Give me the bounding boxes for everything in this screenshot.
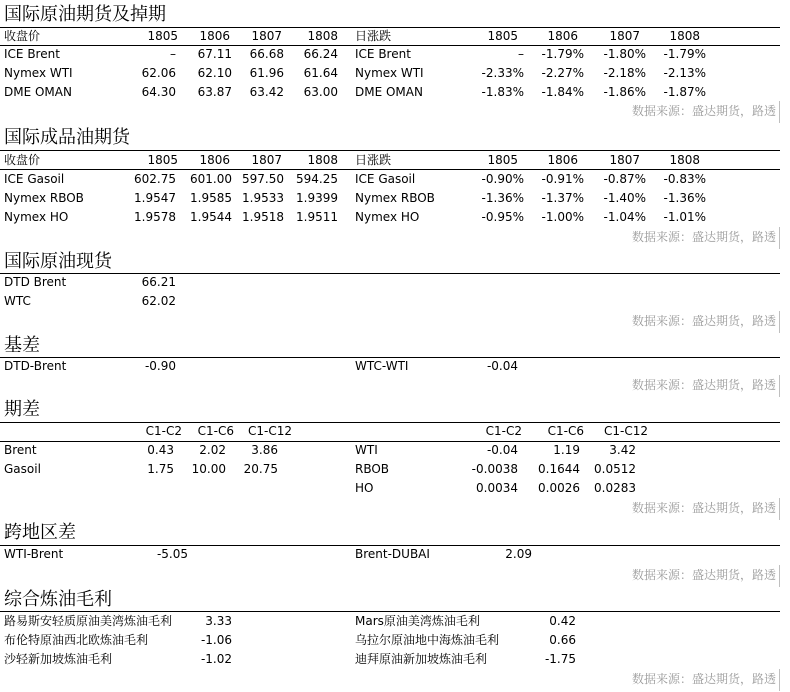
row-label: 乌拉尔原油地中海炼油毛利 [355, 633, 500, 647]
table-header [0, 422, 780, 441]
cell-value: 0.0512 [594, 462, 636, 476]
cell-value: 0.0283 [594, 481, 636, 495]
cell-value: 602.75 [134, 172, 176, 186]
source-note: 数据来源：盛达期货，路透 [631, 568, 776, 582]
header-cell: 1807 [251, 29, 282, 43]
header-cell: 1807 [609, 153, 640, 167]
table-row [0, 189, 780, 208]
section-title-basis: 基差 [4, 335, 40, 356]
cell-value: 62.06 [141, 66, 176, 80]
header-cell: C1-C6 [547, 424, 584, 438]
cell-value: 66.68 [249, 47, 284, 61]
row-label: DTD-Brent [4, 359, 67, 373]
divider [779, 498, 780, 520]
row-label: ICE Gasoil [355, 172, 416, 186]
table-header [0, 27, 780, 46]
cell-value: -1.75 [544, 652, 576, 666]
cell-value: -1.06 [200, 633, 232, 647]
row-label: Nymex WTI [4, 66, 73, 80]
cell-value: -1.36% [663, 191, 706, 205]
source-note: 数据来源：盛达期货，路透 [631, 314, 776, 328]
cell-value: -2.18% [603, 66, 646, 80]
divider [779, 565, 780, 587]
header-cell: C1-C2 [485, 424, 522, 438]
cell-value: 1.19 [553, 443, 580, 457]
cell-value: -0.90 [144, 359, 176, 373]
cell-value: 66.24 [303, 47, 338, 61]
cell-value: 1.9399 [296, 191, 338, 205]
header-cell: 1805 [147, 29, 178, 43]
table-row [0, 45, 780, 64]
source-note: 数据来源：盛达期货，路透 [631, 501, 776, 515]
header-cell: 收盘价 [4, 29, 41, 43]
section-title-spreads: 期差 [4, 399, 40, 420]
header-cell: 日涨跌 [355, 29, 392, 43]
cell-value: 3.86 [251, 443, 278, 457]
header-cell: 1808 [669, 29, 700, 43]
row-label: Nymex HO [355, 210, 420, 224]
cell-value: -0.87% [603, 172, 646, 186]
cell-value: 67.11 [197, 47, 232, 61]
cell-value: 62.10 [197, 66, 232, 80]
cell-value: 1.9511 [296, 210, 338, 224]
header-cell: 1805 [487, 153, 518, 167]
cell-value: -1.84% [541, 85, 584, 99]
cell-value: 3.42 [609, 443, 636, 457]
table-row [0, 83, 780, 102]
cell-value: -0.91% [541, 172, 584, 186]
cell-value: -2.33% [481, 66, 524, 80]
table-row [0, 441, 780, 460]
row-label: Nymex RBOB [355, 191, 435, 205]
header-cell: 1808 [307, 29, 338, 43]
cell-value: -1.79% [663, 47, 706, 61]
cell-value: 63.42 [249, 85, 284, 99]
table-row [0, 273, 780, 292]
row-label: Nymex WTI [355, 66, 424, 80]
cell-value: 1.9578 [134, 210, 176, 224]
table-row [0, 545, 780, 564]
cell-value: 0.43 [147, 443, 174, 457]
cell-value: 1.9533 [242, 191, 284, 205]
divider [779, 311, 780, 333]
cell-value: -1.86% [603, 85, 646, 99]
cell-value: 1.9585 [190, 191, 232, 205]
cell-value: 1.9547 [134, 191, 176, 205]
cell-value: 0.0026 [538, 481, 580, 495]
cell-value: -1.87% [663, 85, 706, 99]
cell-value: 10.00 [191, 462, 226, 476]
row-label: Nymex HO [4, 210, 69, 224]
cell-value: -2.13% [663, 66, 706, 80]
cell-value: -1.40% [603, 191, 646, 205]
section-title-refining-margin: 综合炼油毛利 [4, 589, 112, 610]
cell-value: 20.75 [243, 462, 278, 476]
cell-value: -0.83% [663, 172, 706, 186]
section-title-crude-futures: 国际原油期货及掉期 [4, 4, 166, 25]
source-note: 数据来源：盛达期货，路透 [631, 672, 776, 686]
cell-value: -1.79% [541, 47, 584, 61]
table-header [0, 151, 780, 170]
section-title-crude-spot: 国际原油现货 [4, 251, 112, 272]
table-row [0, 479, 780, 498]
cell-value: 0.1644 [538, 462, 580, 476]
cell-value: 601.00 [190, 172, 232, 186]
row-label: Nymex RBOB [4, 191, 84, 205]
table-row [0, 64, 780, 83]
cell-value: 62.02 [141, 294, 176, 308]
header-cell: C1-C2 [145, 424, 182, 438]
cell-value: -1.36% [481, 191, 524, 205]
cell-value: 61.96 [249, 66, 284, 80]
row-label: DTD Brent [4, 275, 67, 289]
table-row [0, 357, 780, 376]
cell-value: 61.64 [303, 66, 338, 80]
header-cell: 1808 [307, 153, 338, 167]
divider [779, 669, 780, 691]
row-label: ICE Gasoil [4, 172, 65, 186]
row-label: 布伦特原油西北欧炼油毛利 [4, 633, 149, 647]
row-label: DME OMAN [355, 85, 423, 99]
table-row [0, 170, 780, 189]
header-cell: 1807 [609, 29, 640, 43]
section-title-interregional-spread: 跨地区差 [4, 522, 76, 543]
cell-value: 66.21 [141, 275, 176, 289]
header-cell: 日涨跌 [355, 153, 392, 167]
row-label: RBOB [355, 462, 390, 476]
source-note: 数据来源：盛达期货，路透 [631, 230, 776, 244]
cell-value: -1.80% [603, 47, 646, 61]
cell-value: -0.95% [481, 210, 524, 224]
divider [779, 375, 780, 397]
cell-value: -1.00% [541, 210, 584, 224]
cell-value: 63.87 [197, 85, 232, 99]
cell-value: 0.0034 [476, 481, 518, 495]
cell-value: 594.25 [296, 172, 338, 186]
cell-value: -5.05 [156, 547, 188, 561]
cell-value: -1.83% [481, 85, 524, 99]
row-label: Mars原油美湾炼油毛利 [355, 614, 480, 628]
cell-value: 1.9544 [190, 210, 232, 224]
row-label: ICE Brent [355, 47, 411, 61]
table-row [0, 460, 780, 479]
section-title-product-futures: 国际成品油期货 [4, 127, 130, 148]
row-label: Brent-DUBAI [355, 547, 430, 561]
row-label: 路易斯安轻质原油美湾炼油毛利 [4, 614, 173, 628]
source-note: 数据来源：盛达期货，路透 [631, 104, 776, 118]
header-cell: C1-C12 [248, 424, 292, 438]
header-cell: 1805 [147, 153, 178, 167]
cell-value: -0.90% [481, 172, 524, 186]
cell-value: -2.27% [541, 66, 584, 80]
row-label: 沙轻新加坡炼油毛利 [4, 652, 113, 666]
cell-value: 597.50 [242, 172, 284, 186]
table-row [0, 650, 780, 669]
cell-value: – [518, 47, 524, 61]
cell-value: 3.33 [205, 614, 232, 628]
row-label: WTC-WTI [355, 359, 409, 373]
source-note: 数据来源：盛达期货，路透 [631, 378, 776, 392]
header-cell: 1807 [251, 153, 282, 167]
table-row [0, 612, 780, 631]
cell-value: -1.04% [603, 210, 646, 224]
cell-value: 0.66 [549, 633, 576, 647]
cell-value: 0.42 [549, 614, 576, 628]
cell-value: 2.09 [505, 547, 532, 561]
row-label: 迪拜原油新加坡炼油毛利 [355, 652, 488, 666]
cell-value: -1.37% [541, 191, 584, 205]
cell-value: 2.02 [199, 443, 226, 457]
header-cell: 1806 [199, 29, 230, 43]
divider [779, 101, 780, 123]
row-label: WTI [355, 443, 378, 457]
header-cell: 收盘价 [4, 153, 41, 167]
cell-value: 64.30 [141, 85, 176, 99]
table-row [0, 208, 780, 227]
cell-value: – [170, 47, 176, 61]
row-label: WTC [4, 294, 31, 308]
header-cell: 1806 [547, 153, 578, 167]
cell-value: 1.75 [147, 462, 174, 476]
cell-value: 63.00 [303, 85, 338, 99]
cell-value: -0.04 [486, 359, 518, 373]
row-label: ICE Brent [4, 47, 60, 61]
cell-value: -1.01% [663, 210, 706, 224]
divider [779, 227, 780, 249]
cell-value: -0.04 [486, 443, 518, 457]
header-cell: C1-C12 [604, 424, 648, 438]
header-cell: C1-C6 [197, 424, 234, 438]
header-cell: 1806 [547, 29, 578, 43]
cell-value: -0.0038 [471, 462, 518, 476]
row-label: HO [355, 481, 374, 495]
header-cell: 1808 [669, 153, 700, 167]
header-cell: 1806 [199, 153, 230, 167]
row-label: WTI-Brent [4, 547, 64, 561]
table-row [0, 292, 780, 311]
row-label: Gasoil [4, 462, 41, 476]
cell-value: -1.02 [200, 652, 232, 666]
table-row [0, 631, 780, 650]
cell-value: 1.9518 [242, 210, 284, 224]
row-label: Brent [4, 443, 37, 457]
row-label: DME OMAN [4, 85, 72, 99]
header-cell: 1805 [487, 29, 518, 43]
